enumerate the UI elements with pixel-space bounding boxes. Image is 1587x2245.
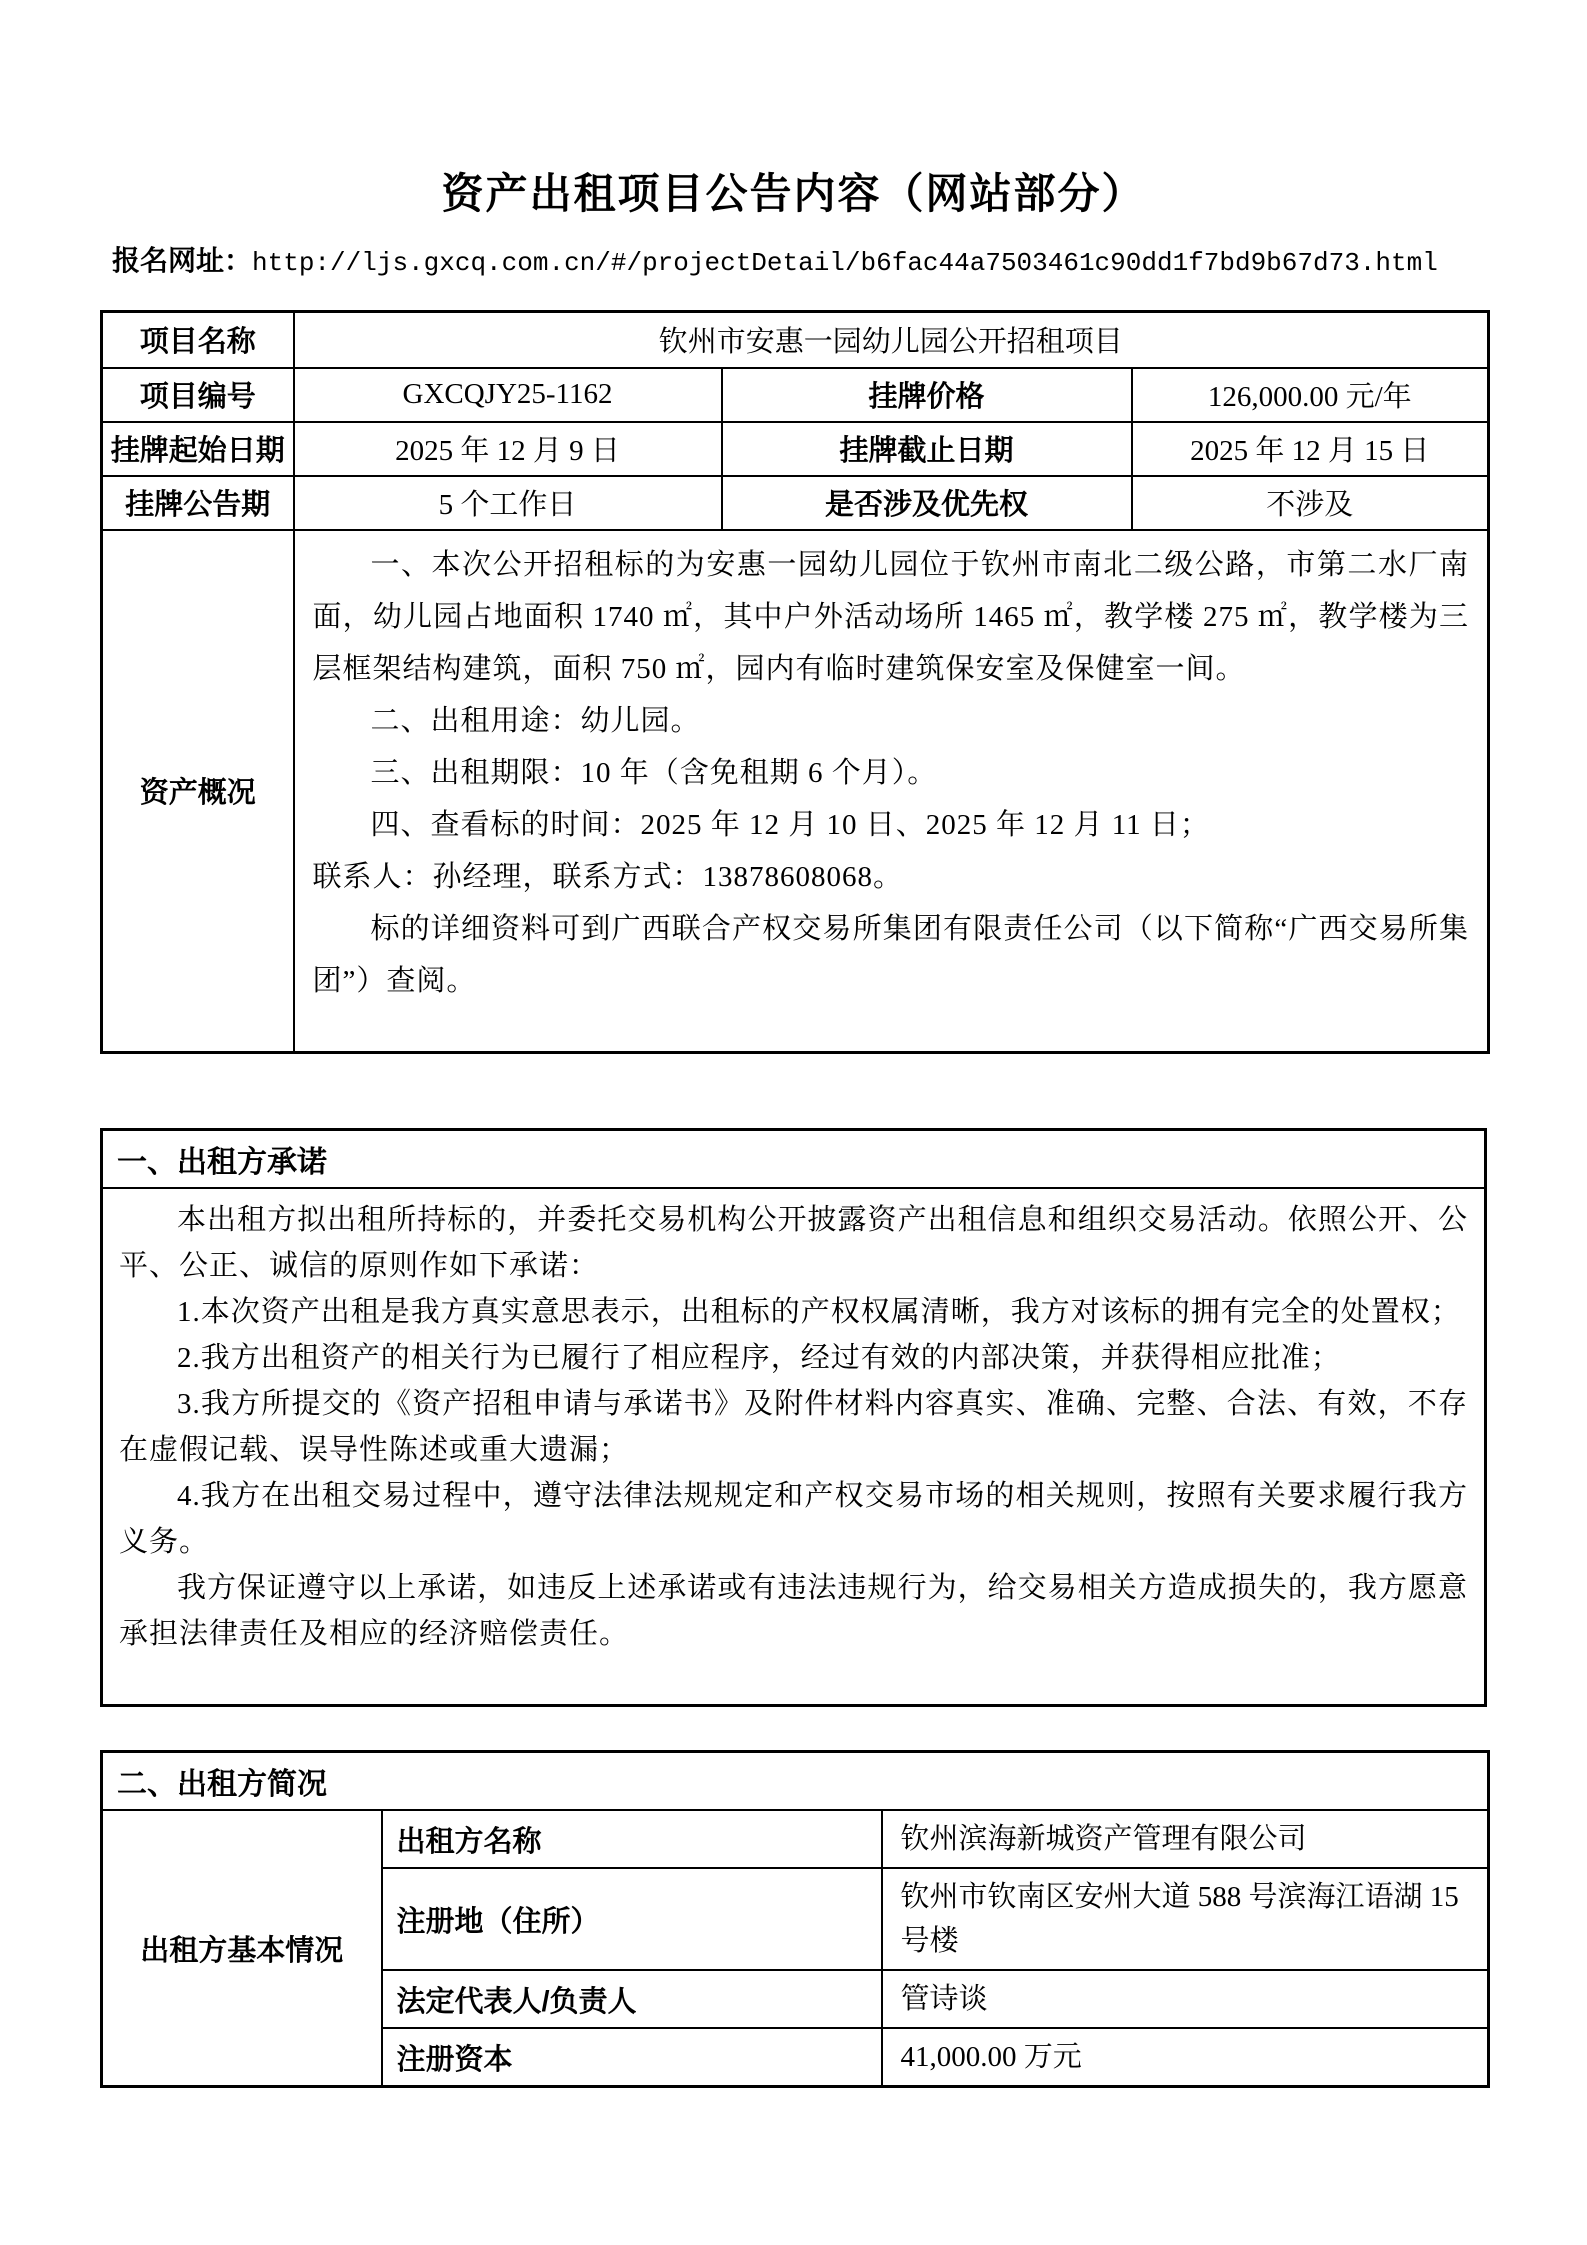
paragraph: 4.我方在出租交易过程中，遵守法律法规规定和产权交易市场的相关规则，按照有关要求履行我方义务。: [119, 1480, 1468, 1558]
table-row: [102, 1130, 1486, 1189]
project-number-value: GXCQJY25-1162: [294, 368, 722, 422]
paragraph: 3.我方所提交的《资产招租申请与承诺书》及附件材料内容真实、准确、完整、合法、有效，不存在虚假记载、误导性陈述或重大遗漏；: [119, 1388, 1468, 1466]
signup-url-line: [112, 244, 1587, 280]
lessor-basic-info-label: 出租方基本情况: [102, 1810, 382, 2087]
registered-capital-label: 注册资本: [382, 2028, 882, 2087]
table-row: [102, 1752, 1489, 1811]
lessor-name-value: 钦州滨海新城资产管理有限公司: [882, 1810, 1489, 1868]
paragraph: 2.我方出租资产的相关行为已履行了相应程序，经过有效的内部决策，并获得相应批准；: [177, 1342, 1341, 1374]
lessor-name-label: 出租方名称: [382, 1810, 882, 1868]
table-row: [102, 1188, 1486, 1706]
registered-address-value: 钦州市钦南区安州大道 588 号滨海江语湖 15 号楼: [882, 1868, 1489, 1970]
end-date-label: 挂牌截止日期: [722, 422, 1132, 476]
paragraph: 1.本次资产出租是我方真实意思表示，出租标的产权权属清晰，我方对该标的拥有完全的处置权；: [177, 1296, 1461, 1328]
signup-url-label: 报名网址：: [112, 245, 253, 276]
signup-url-link[interactable]: http://ljs.gxcq.com.cn/#/projectDetail/b6fac44a7503461c90dd1f7bd9b67d73.html: [252, 248, 1438, 278]
notice-period-value: 5 个工作日: [294, 476, 722, 530]
listing-price-label: 挂牌价格: [722, 368, 1132, 422]
priority-right-label: 是否涉及优先权: [722, 476, 1132, 530]
paragraph: 本出租方拟出租所持标的，并委托交易机构公开披露资产出租信息和组织交易活动。依照公开、公平、公正、诚信的原则作如下承诺：: [119, 1204, 1468, 1282]
project-number-label: 项目编号: [102, 368, 294, 422]
table-row: [102, 530, 1489, 1053]
asset-overview-cell: [294, 530, 1489, 1053]
table-row: [102, 368, 1489, 422]
start-date-value: 2025 年 12 月 9 日: [294, 422, 722, 476]
lessor-commitment-section: [100, 1128, 1487, 1707]
project-info-table: [100, 310, 1490, 1054]
legal-representative-value: 管诗谈: [882, 1970, 1489, 2028]
paragraph: 四、查看标的时间：2025 年 12 月 10 日、2025 年 12 月 11 日；: [370, 808, 1210, 841]
notice-period-label: 挂牌公告期: [102, 476, 294, 530]
paragraph: 一、本次公开招租标的为安惠一园幼儿园位于钦州市南北二级公路，市第二水厂南面，幼儿园占地面积 1740 ㎡，其中户外活动场所 1465 ㎡，教学楼 275 ㎡，教学楼为三层框架结构建筑，面积 750 ㎡，园内有临时建筑保安室及保健室一间。: [312, 548, 1470, 685]
paragraph: 联系人：孙经理，联系方式：13878608068。: [312, 860, 904, 893]
project-name-label: 项目名称: [102, 312, 294, 368]
project-name-value: 钦州市安惠一园幼儿园公开招租项目: [294, 312, 1489, 368]
section-one-header: 一、出租方承诺: [102, 1130, 1486, 1189]
paragraph: 我方保证遵守以上承诺，如违反上述承诺或有违法违规行为，给交易相关方造成损失的，我方愿意承担法律责任及相应的经济赔偿责任。: [119, 1572, 1468, 1650]
priority-right-value: 不涉及: [1132, 476, 1489, 530]
registered-capital-value: 41,000.00 万元: [882, 2028, 1489, 2087]
section-two-header: 二、出租方简况: [102, 1752, 1489, 1811]
page-title: 资产出租项目公告内容（网站部分）: [441, 172, 1146, 218]
table-row: [102, 312, 1489, 368]
lessor-profile-section: [100, 1750, 1490, 2088]
listing-price-value: 126,000.00 元/年: [1132, 368, 1489, 422]
table-row: [102, 476, 1489, 530]
table-row: [102, 1810, 1489, 1868]
registered-address-label: 注册地（住所）: [382, 1868, 882, 1970]
start-date-label: 挂牌起始日期: [102, 422, 294, 476]
paragraph: 三、出租期限：10 年（含免租期 6 个月）。: [370, 756, 938, 789]
table-row: [102, 422, 1489, 476]
section-one-body: [102, 1188, 1486, 1706]
paragraph: 标的详细资料可到广西联合产权交易所集团有限责任公司（以下简称“广西交易所集团”）查阅。: [312, 912, 1470, 997]
asset-overview-label: 资产概况: [102, 530, 294, 1053]
paragraph: 二、出租用途：幼儿园。: [370, 704, 701, 737]
legal-representative-label: 法定代表人/负责人: [382, 1970, 882, 2028]
end-date-value: 2025 年 12 月 15 日: [1132, 422, 1489, 476]
